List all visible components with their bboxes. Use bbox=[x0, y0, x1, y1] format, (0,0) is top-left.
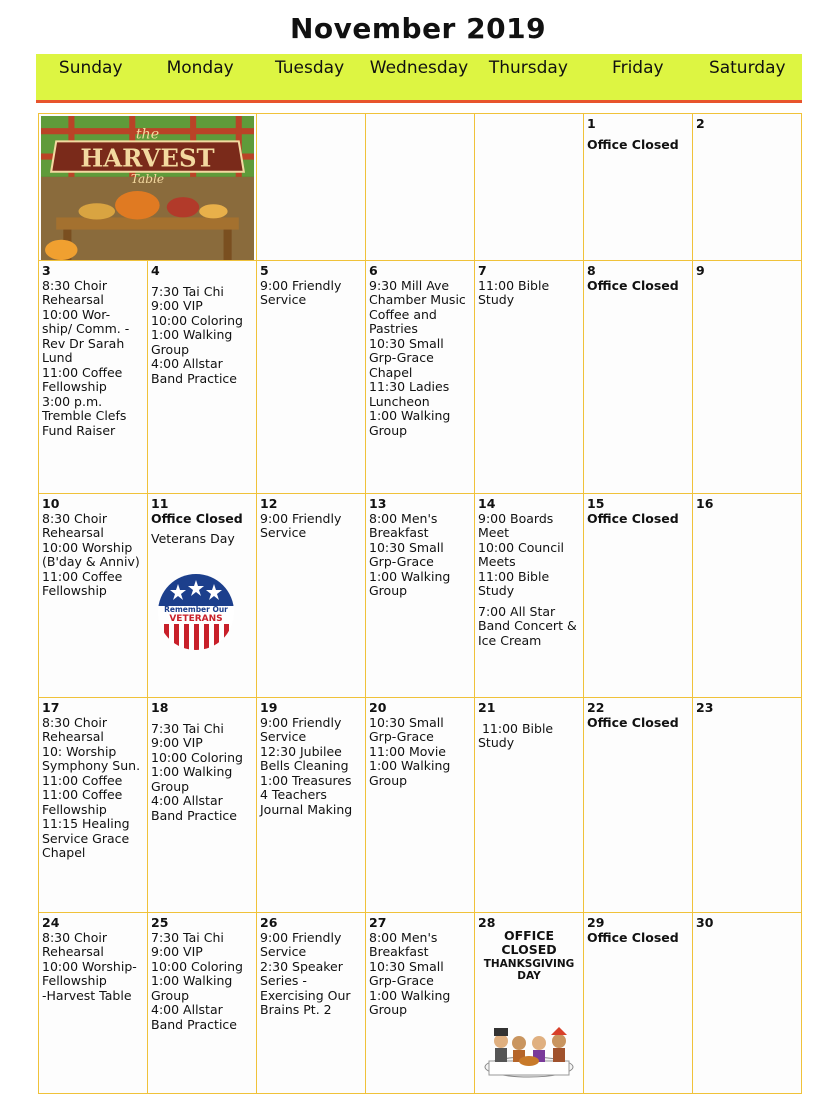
event-line: 7:00 All Star bbox=[478, 603, 556, 619]
event-text: Office Closed bbox=[151, 510, 243, 526]
event-line: 4:00 Allstar bbox=[151, 793, 223, 808]
event-line: 11:30 Ladies bbox=[369, 379, 450, 394]
event-text: Office Closed bbox=[587, 929, 679, 945]
event-line: 10:00 Coloring bbox=[151, 958, 243, 974]
day-cell-13 bbox=[366, 494, 475, 698]
event-line: 1:00 Walking bbox=[369, 408, 451, 423]
day-cell-9 bbox=[693, 261, 802, 494]
day-number: 5 bbox=[260, 263, 269, 278]
event-line: 10:00 Coloring bbox=[151, 312, 243, 328]
day-number: 20 bbox=[369, 700, 387, 715]
day-cell-16 bbox=[693, 494, 802, 698]
day-cell-1 bbox=[584, 114, 693, 261]
event-line: 10: Worship bbox=[42, 743, 117, 759]
harvest-word-bottom: Table bbox=[130, 171, 165, 186]
event-line: 10:30 Small bbox=[369, 335, 444, 351]
day-wednesday: Wednesday bbox=[369, 58, 469, 78]
event-line: 9:00 VIP bbox=[151, 735, 203, 750]
event-line: Journal Making bbox=[260, 801, 353, 817]
event-line: Fund Raiser bbox=[42, 422, 116, 438]
day-number: 21 bbox=[478, 700, 496, 715]
event-line: 10:00 Wor- bbox=[42, 306, 111, 322]
event-line: Rev Dr Sarah bbox=[42, 335, 125, 351]
harvest-word-top: the bbox=[135, 126, 160, 143]
event-line: 7:30 Tai Chi bbox=[151, 283, 224, 299]
event-line: Meets bbox=[478, 554, 516, 569]
day-cell-7 bbox=[475, 261, 584, 494]
event-line: 1:00 Walking bbox=[369, 758, 451, 773]
event-line: Study bbox=[478, 292, 515, 307]
event-line: Pastries bbox=[369, 321, 418, 336]
event-line: Breakfast bbox=[369, 525, 429, 540]
event-line: Grp-Grace bbox=[369, 554, 434, 569]
day-cell-8 bbox=[584, 261, 693, 494]
event-line: Group bbox=[369, 772, 408, 788]
day-number: 24 bbox=[42, 915, 60, 930]
day-cell-2 bbox=[693, 114, 802, 261]
event-line: 12:30 Jubilee bbox=[260, 743, 342, 759]
event-line: Meet bbox=[478, 525, 510, 540]
event-line: Coffee and bbox=[369, 306, 437, 322]
day-number: 22 bbox=[587, 700, 605, 715]
event-line: 11:00 Bible bbox=[478, 277, 550, 293]
thanksgiving-office: OFFICE bbox=[503, 927, 555, 943]
event-text: Veterans Day bbox=[151, 531, 235, 546]
day-number: 6 bbox=[369, 263, 378, 278]
day-number: 14 bbox=[478, 496, 496, 511]
event-line: 8:30 Choir bbox=[42, 510, 107, 526]
event-line: 1:00 Walking bbox=[151, 327, 233, 342]
event-line: 11:00 Coffee bbox=[42, 568, 123, 584]
event-text: Office Closed bbox=[587, 510, 679, 526]
event-line: Chapel bbox=[369, 364, 413, 380]
event-line: 4 Teachers bbox=[260, 787, 327, 802]
event-line: 2:30 Speaker bbox=[260, 958, 343, 974]
event-line: Rehearsal bbox=[42, 292, 104, 307]
day-number: 28 bbox=[478, 915, 496, 930]
veterans-badge-icon bbox=[156, 572, 236, 652]
thanksgiving-day: DAY bbox=[517, 969, 541, 982]
day-cell-11 bbox=[148, 494, 257, 698]
event-text: Office Closed bbox=[587, 714, 679, 730]
day-number: 23 bbox=[696, 700, 714, 715]
event-line: Breakfast bbox=[369, 944, 429, 959]
event-line: Study bbox=[478, 735, 515, 750]
event-line: Fellowship bbox=[42, 801, 107, 817]
event-line: Rehearsal bbox=[42, 729, 104, 744]
day-number: 8 bbox=[587, 263, 596, 278]
day-tuesday: Tuesday bbox=[274, 58, 345, 78]
day-cell-26 bbox=[257, 913, 366, 1094]
day-number: 29 bbox=[587, 915, 605, 930]
day-monday: Monday bbox=[166, 58, 234, 78]
event-line: 1:00 Walking bbox=[369, 568, 451, 584]
event-line: 8:30 Choir bbox=[42, 277, 107, 293]
day-number: 25 bbox=[151, 915, 169, 930]
day-number: 12 bbox=[260, 496, 278, 511]
event-line: 10:00 Worship bbox=[42, 539, 133, 555]
day-sunday: Sunday bbox=[58, 58, 123, 78]
day-cell-30 bbox=[693, 913, 802, 1094]
day-number: 13 bbox=[369, 496, 387, 511]
day-number: 27 bbox=[369, 915, 387, 930]
event-line: Service bbox=[260, 525, 307, 540]
event-line: 4:00 Allstar bbox=[151, 356, 223, 371]
day-number: 26 bbox=[260, 915, 278, 930]
day-cell-22 bbox=[584, 698, 693, 913]
event-line: 10:30 Small bbox=[369, 714, 444, 730]
day-thursday: Thursday bbox=[488, 58, 568, 78]
empty-cell bbox=[257, 114, 366, 261]
event-line: 7:30 Tai Chi bbox=[151, 929, 224, 945]
harvest-table-image bbox=[41, 116, 254, 261]
event-line: 11:00 Movie bbox=[369, 743, 446, 759]
event-line: 8:30 Choir bbox=[42, 714, 107, 730]
event-line: 7:30 Tai Chi bbox=[151, 720, 224, 736]
event-line: Band Practice bbox=[151, 1016, 237, 1032]
day-cell-23 bbox=[693, 698, 802, 913]
event-line: 3:00 p.m. bbox=[42, 393, 103, 409]
day-number: 4 bbox=[151, 263, 160, 278]
day-number: 1 bbox=[587, 116, 596, 131]
harvest-cell bbox=[39, 114, 257, 261]
day-number: 2 bbox=[696, 116, 705, 131]
event-line: 10:00 Coloring bbox=[151, 749, 243, 765]
event-line: 9:30 Mill Ave bbox=[369, 277, 450, 293]
event-line: Service Grace bbox=[42, 830, 130, 846]
day-cell-24 bbox=[39, 913, 148, 1094]
event-line: Grp-Grace bbox=[369, 350, 434, 365]
event-line: Rehearsal bbox=[42, 944, 104, 959]
event-line: Chamber Music bbox=[369, 292, 466, 307]
event-line: Group bbox=[369, 583, 408, 598]
event-line: 11:00 Bible bbox=[478, 568, 550, 584]
event-line: 11:00 Bible bbox=[478, 720, 554, 736]
event-line: Group bbox=[369, 1002, 408, 1017]
day-number: 18 bbox=[151, 700, 169, 715]
day-cell-14 bbox=[475, 494, 584, 698]
event-line: 9:00 VIP bbox=[151, 944, 203, 959]
day-number: 19 bbox=[260, 700, 278, 715]
day-number: 9 bbox=[696, 263, 705, 278]
event-line: Series - bbox=[260, 973, 307, 988]
day-saturday: Saturday bbox=[708, 58, 786, 78]
event-line: Fellowship bbox=[42, 379, 107, 394]
day-cell-15 bbox=[584, 494, 693, 698]
event-line: Lund bbox=[42, 350, 73, 365]
event-line: 9:00 VIP bbox=[151, 298, 203, 313]
event-line: 1:00 Walking bbox=[369, 987, 451, 1003]
day-number: 11 bbox=[151, 496, 169, 511]
event-line: Service bbox=[260, 729, 307, 744]
day-cell-28 bbox=[475, 913, 584, 1094]
event-line: Exercising Our bbox=[260, 987, 351, 1003]
event-text: Office Closed bbox=[587, 277, 679, 293]
event-line: Fellowship bbox=[42, 583, 107, 598]
empty-cell bbox=[475, 114, 584, 261]
calendar-grid bbox=[38, 113, 802, 1094]
event-line: 8:30 Choir bbox=[42, 929, 107, 945]
event-line: Chapel bbox=[42, 845, 86, 860]
event-line: Bells Cleaning bbox=[260, 758, 349, 773]
day-cell-21 bbox=[475, 698, 584, 913]
day-cell-10 bbox=[39, 494, 148, 698]
day-cell-29 bbox=[584, 913, 693, 1094]
badge-bottom-text: VETERANS bbox=[169, 614, 223, 624]
event-text: Office Closed bbox=[587, 136, 679, 152]
day-cell-3 bbox=[39, 261, 148, 494]
event-line: 11:15 Healing bbox=[42, 816, 130, 831]
event-line: 8:00 Men's bbox=[369, 929, 438, 945]
thanksgiving-label: THANKSGIVING bbox=[483, 957, 575, 970]
event-line: 11:00 Coffee bbox=[42, 772, 123, 788]
day-cell-25 bbox=[148, 913, 257, 1094]
event-line: 10:00 Worship- bbox=[42, 958, 137, 974]
event-line: 11:00 Coffee bbox=[42, 364, 123, 380]
empty-cell bbox=[366, 114, 475, 261]
day-friday: Friday bbox=[612, 58, 664, 78]
event-line: 10:30 Small bbox=[369, 958, 444, 974]
event-line: Grp-Grace bbox=[369, 973, 434, 988]
event-line: Service bbox=[260, 292, 307, 307]
event-line: 11:00 Coffee bbox=[42, 787, 123, 802]
day-cell-12 bbox=[257, 494, 366, 698]
event-line: Service bbox=[260, 944, 307, 959]
day-cell-17 bbox=[39, 698, 148, 913]
event-line: Group bbox=[151, 987, 190, 1003]
page-title: November 2019 bbox=[289, 12, 547, 45]
event-line: 9:00 Friendly bbox=[260, 277, 342, 293]
day-number: 15 bbox=[587, 496, 605, 511]
day-number: 3 bbox=[42, 263, 51, 278]
day-number: 7 bbox=[478, 263, 487, 278]
event-line: Band Practice bbox=[151, 807, 237, 823]
event-line: Group bbox=[151, 341, 190, 357]
weekday-header bbox=[36, 54, 802, 103]
event-line: Symphony Sun. bbox=[42, 758, 141, 773]
event-line: Group bbox=[151, 778, 190, 794]
event-line: 9:00 Friendly bbox=[260, 510, 342, 526]
day-cell-4 bbox=[148, 261, 257, 494]
day-cell-19 bbox=[257, 698, 366, 913]
day-cell-5 bbox=[257, 261, 366, 494]
event-line: Band Practice bbox=[151, 370, 237, 386]
day-cell-20 bbox=[366, 698, 475, 913]
day-cell-27 bbox=[366, 913, 475, 1094]
thanksgiving-feast-icon bbox=[481, 1025, 577, 1079]
event-line: Luncheon bbox=[369, 393, 430, 409]
event-line: Fellowship bbox=[42, 973, 107, 988]
event-line: Tremble Clefs bbox=[42, 408, 127, 423]
event-line: 8:00 Men's bbox=[369, 510, 438, 526]
day-cell-6 bbox=[366, 261, 475, 494]
thanksgiving-closed: CLOSED bbox=[501, 942, 557, 957]
event-line: (B'day & Anniv) bbox=[42, 554, 140, 569]
event-line: 10:30 Small bbox=[369, 539, 444, 555]
event-line: 9:00 Friendly bbox=[260, 929, 342, 945]
event-line: 10:00 Council bbox=[478, 539, 565, 555]
day-number: 17 bbox=[42, 700, 60, 715]
event-line: 9:00 Boards bbox=[478, 510, 554, 526]
event-line: 4:00 Allstar bbox=[151, 1002, 223, 1017]
day-cell-18 bbox=[148, 698, 257, 913]
harvest-word-main: HARVEST bbox=[80, 143, 215, 173]
event-line: Grp-Grace bbox=[369, 729, 434, 744]
event-line: 1:00 Treasures bbox=[260, 772, 352, 788]
event-line: 1:00 Walking bbox=[151, 973, 233, 988]
badge-top-text: Remember Our bbox=[164, 605, 228, 614]
day-number: 30 bbox=[696, 915, 714, 930]
event-line: Brains Pt. 2 bbox=[260, 1002, 332, 1017]
event-line: ship/ Comm. - bbox=[42, 321, 130, 336]
event-line: Group bbox=[369, 422, 408, 438]
event-line: 1:00 Walking bbox=[151, 764, 233, 779]
event-line: Rehearsal bbox=[42, 525, 104, 540]
event-line: Band Concert & bbox=[478, 618, 577, 633]
event-line: 9:00 Friendly bbox=[260, 714, 342, 730]
day-number: 16 bbox=[696, 496, 714, 511]
event-line: -Harvest Table bbox=[42, 987, 132, 1003]
event-line: Ice Cream bbox=[478, 632, 542, 648]
day-number: 10 bbox=[42, 496, 60, 511]
event-line: Study bbox=[478, 583, 515, 598]
